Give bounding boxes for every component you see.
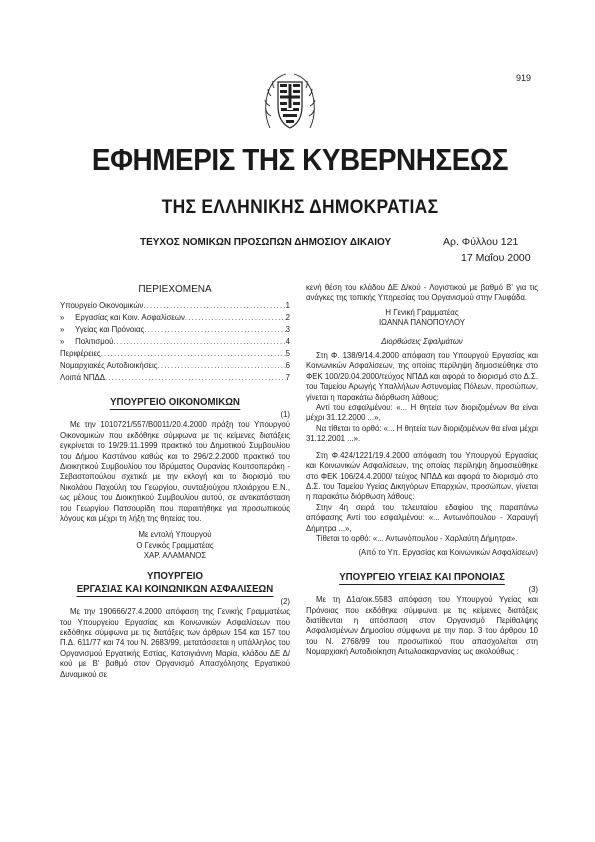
signature-title: Η Γενική Γραμματέας: [385, 307, 459, 317]
contents-list: [60, 300, 290, 384]
signature-title: Ο Γενικός Γραμματέας: [136, 540, 214, 550]
entry-number: (3): [528, 584, 538, 594]
correction-wrong: Αντί του εσφαλμένου: «... Η θητεία των διοριζομένων θα είναι μέχρι 31.12.2000 ...»,: [306, 403, 538, 423]
entry-number: (1): [280, 410, 290, 419]
issue-type: ΤΕΥΧΟΣ ΝΟΜΙΚΩΝ ΠΡΟΣΩΠΩΝ ΔΗΜΟΣΙΟΥ ΔΙΚΑΙΟΥ: [140, 236, 392, 248]
correction-source: (Από το Υπ. Εργασίας και Κοινωνικών Ασφαλίσεων): [358, 548, 538, 558]
left-column: [60, 283, 290, 680]
contents-entry[interactable]: » Εργασίας και Κοιν. Ασφαλίσεων . . . 2: [60, 312, 290, 324]
correction-right: Τίθεται το ορθό: «... Αντωνόπουλου - Χαρλαύτη Δήμητρα».: [316, 533, 518, 543]
section-heading-health: ΥΠΟΥΡΓΕΙΟ ΥΓΕΙΑΣ ΚΑΙ ΠΡΟΝΟΙΑΣ: [339, 570, 505, 583]
contents-title: ΠΕΡΙΕΧΟΜΕΝΑ: [138, 284, 212, 295]
signature-name: ΙΩΑΝΝΑ ΠΑΝΟΠΟΥΛΟΥ: [378, 318, 466, 328]
decision-text: Με την 190666/27.4.2000 απόφαση της Γενικής Γραμματέως του Υπουργείου Εργασίας και Κοινωνικών Ασφαλίσεων που εκδόθηκε σύμφωνα με τις διατάξεις των άρθρων 154 και 157 του Π.Δ. 611/77 και 74 του Ν. 2683/99, μετατάσσεται η υπάλληλος του Οργανισμού Εργατικής Εστίας, Κατσιγιάννη Μαρία, κλάδου ΔΕ Δ/κού με Β' βαθμό στον Οργανισμό Απασχόλησης Εργατικού Δυναμικού σε: [60, 607, 290, 679]
signature-name: ΧΑΡ. ΑΛΑΜΑΝΟΣ: [143, 551, 207, 561]
section-heading-finance: ΥΠΟΥΡΓΕΙΟ ΟΙΚΟΝΟΜΙΚΩΝ: [110, 396, 240, 408]
contents-entry[interactable]: » Υγείας και Πρόνοιας . . . 3: [60, 324, 290, 336]
correction-text: Στη Φ. 138/9/14.4.2000 απόφαση του Υπουργού Εργασίας και Κοινωνικών Ασφαλίσεων, της οποίας περίληψη δημοσιεύθηκε στο ΦΕΚ 100/20.04.2000/τεύχος ΝΠΔΔ και αφορά το διορισμό στο Δ.Σ. του Ταμείου Αρωγής Υπαλλήλων Αστυνομίας Πόλεων, προσώπων, γίνεται η παρακάτω διόρθωση λάθους:: [306, 351, 538, 402]
section-heading-labour-sub: ΕΡΓΑΣΙΑΣ ΚΑΙ ΚΟΙΝΩΝΙΚΩΝ ΑΣΦΑΛΙΣΕΩΝ: [76, 582, 274, 595]
contents-entry[interactable]: » Πολιτισμού . . . 4: [60, 336, 290, 348]
contents-entry[interactable]: Νομαρχιακές Αυτοδιοικήσεις . . . 6: [60, 360, 290, 372]
coat-of-arms-emblem: [262, 66, 318, 136]
section-heading-labour: ΥΠΟΥΡΓΕΙΟ: [146, 569, 204, 582]
gazette-masthead: ΕΦΗΜΕΡΙΣ ΤΗΣ ΚΥΒΕΡΝΗΣΕΩΣ: [91, 142, 509, 177]
contents-entry[interactable]: Περιφέρειες . . . 5: [60, 348, 290, 360]
sheet-number: Αρ. Φύλλου 121: [443, 236, 519, 248]
contents-entry[interactable]: Υπουργείο Οικονομικών . . . 1: [60, 300, 290, 312]
decision-text-continued: κενή θέση του κλάδου ΔΕ Δ/κού - Λογιστικού με βαθμό Β' για τις ανάγκες της τοπικής Υπηρεσίας του Οργανισμού στην Γλυφάδα.: [306, 283, 538, 303]
correction-text: Στη Φ.424/1221/19.4.2000 απόφαση του Υπουργού Εργασίας και Κοινωνικών Ασφαλίσεων, της οποίας περίληψη δημοσιεύθηκε στο ΦΕΚ 106/24.4.2000/ τεύχος ΝΠΔΔ και αφορά το διορισμό στο Δ.Σ. του Ταμείου Υγείας Δικηγόρων Επαρχιών, προσώπων, γίνεται η παρακάτω διόρθωση λάθους:: [306, 450, 538, 502]
corrections-heading: Διορθώσεις Σφαλμάτων: [381, 336, 463, 346]
entry-number: (2): [280, 596, 290, 606]
page-number: 919: [515, 73, 531, 83]
gazette-subtitle: ΤΗΣ ΕΛΛΗΝΙΚΗΣ ΔΗΜΟΚΡΑΤΙΑΣ: [161, 197, 439, 218]
decision-text: Με τη Δ1α/οικ.5583 απόφαση του Υπουργού Υγείας και Πρόνοιας που εκδόθηκε σύμφωνα με τις κείμενες διατάξεις διατίθενται η απόσπαση στον Οργανισμό Περίθαλψης Ασφαλισμένων Δημοσίου σύμφωνα με την παρ. 3 του άρθρου 10 του Ν. 2768/99 του προσωπικού που απασχολείται στη Νομαρχιακή Αυτοδιοίκηση Αιτωλοακαρνανίας ως ακολούθως :: [306, 595, 538, 657]
signature-line: Με εντολή Υπουργού: [138, 530, 212, 540]
right-column: [306, 283, 538, 658]
contents-entry[interactable]: Λοιπά ΝΠΔΔ . . . 7: [60, 372, 290, 384]
correction-wrong: Στην 4η σειρά του τελευταίου εδαφίου της παραπάνω απόφασης Αντί του εσφαλμένου: «... Αντωνόπουλου - Χαραυγή Δήμητρα ...»,: [306, 502, 538, 533]
issue-date: 17 Μαΐου 2000: [461, 252, 531, 264]
decision-text: Με την 1010721/557/Β0011/20.4.2000 πράξη του Υπουργού Οικονομικών που εκδόθηκε σύμφωνα με τις κείμενες διατάξεις εγκρίνεται το 19/29.11.1999 πρακτικό του Δημοτικού Συμβουλίου του Δήμου Καστάνου καθώς και το 296/2.2.2000 πρακτικό του Διοικητικού Συμβουλίου του Ιδρύματος Ουρανίας Κουτσοπεράκη - Σεβαστοπούλου σχετικά με την εκλογή και το διορισμό του Νικολάου Παχούλη του Γεωργίου, συνταξιούχου πλοιάρχου Ε.Ν., ως μέλους του Διοικητικού Συμβουλίου αυτού, σε αντικατάσταση του Γεωργίου Πατσουρίδη που παραιτήθηκε για προσωπικούς λόγους και μέχρι τη λήξη της θητείας του.: [60, 420, 290, 524]
correction-right: Να τίθεται το ορθό: «... Η θητεία των διοριζομένων θα είναι μέχρι 31.12.2001 ...».: [306, 423, 538, 444]
